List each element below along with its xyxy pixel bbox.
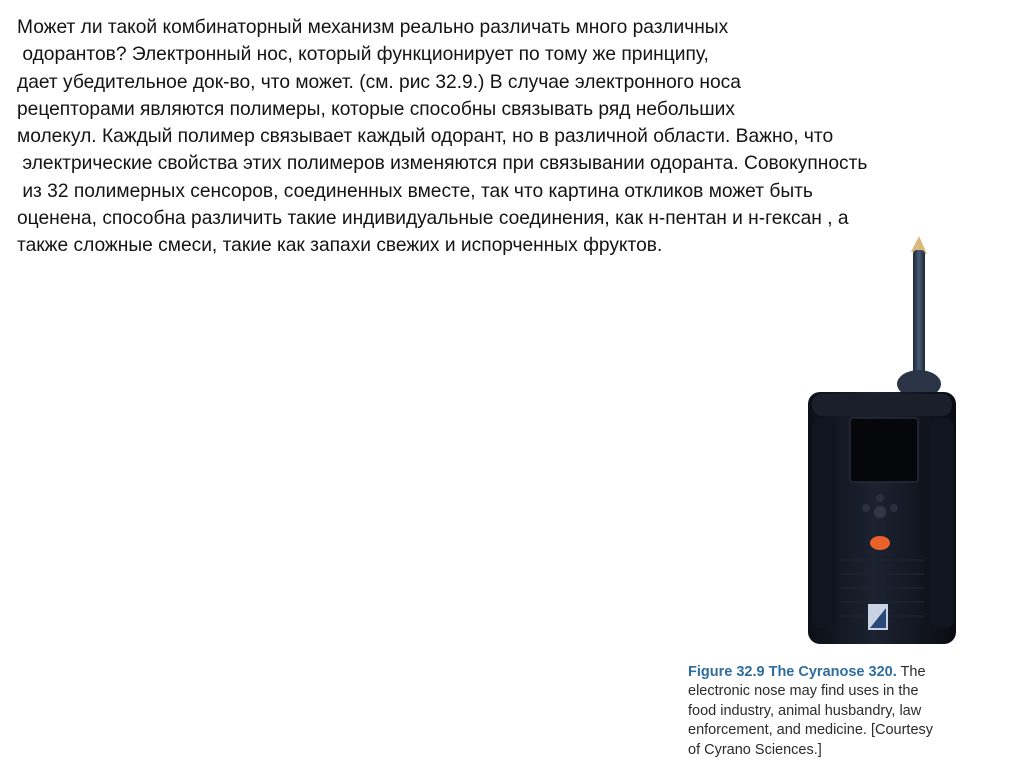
figure-label: Figure 32.9 [688,664,765,680]
figure-title: The Cyranose 320. [768,664,897,680]
body-line: рецепторами являются полимеры, которые способны связывать ряд небольших [17,98,735,120]
device-screen [850,418,918,482]
caption-line: food industry, animal husbandry, law [688,702,922,719]
caption-line: electronic nose may find uses in the [688,683,919,700]
body-line: Может ли такой комбинаторный механизм реально различать много различных [17,17,729,38]
body-line: оценена, способна различить такие индивидуальные соединения, как н-пентан и н-гексан , а [17,208,849,230]
caption-line: enforcement, and medicine. [Courtesy [688,722,934,739]
body-text [17,14,1024,260]
nav-button-top [876,494,884,502]
caption-line: The [900,664,926,680]
body-line: одорантов? Электронный нос, который функционирует по тому же принципу, [17,44,709,66]
top-bumper [812,394,952,416]
body-line: электрические свойства этих полимеров изменяются при связывании одоранта. Совокупность [17,153,868,175]
body-line: дает убедительное док-во, что может. (см. рис 32.9.) В случае электронного носа [17,71,741,93]
nav-button-center [874,506,886,518]
cyranose-device-photo [795,232,975,652]
orange-button [870,536,890,550]
nav-button-right [890,504,898,512]
body-line: молекул. Каждый полимер связывает каждый одорант, но в различной области. Важно, что [17,126,834,148]
body-line: также сложные смеси, такие как запахи свежих и испорченных фруктов. [17,235,663,257]
left-grip [812,418,836,628]
right-grip [930,418,954,628]
caption-line: of Cyrano Sciences.] [688,741,822,758]
figure-caption [688,663,1018,760]
probe-rod [913,250,925,378]
body-line: из 32 полимерных сенсоров, соединенных вместе, так что картина откликов может быть [17,180,813,202]
nav-button-left [862,504,870,512]
